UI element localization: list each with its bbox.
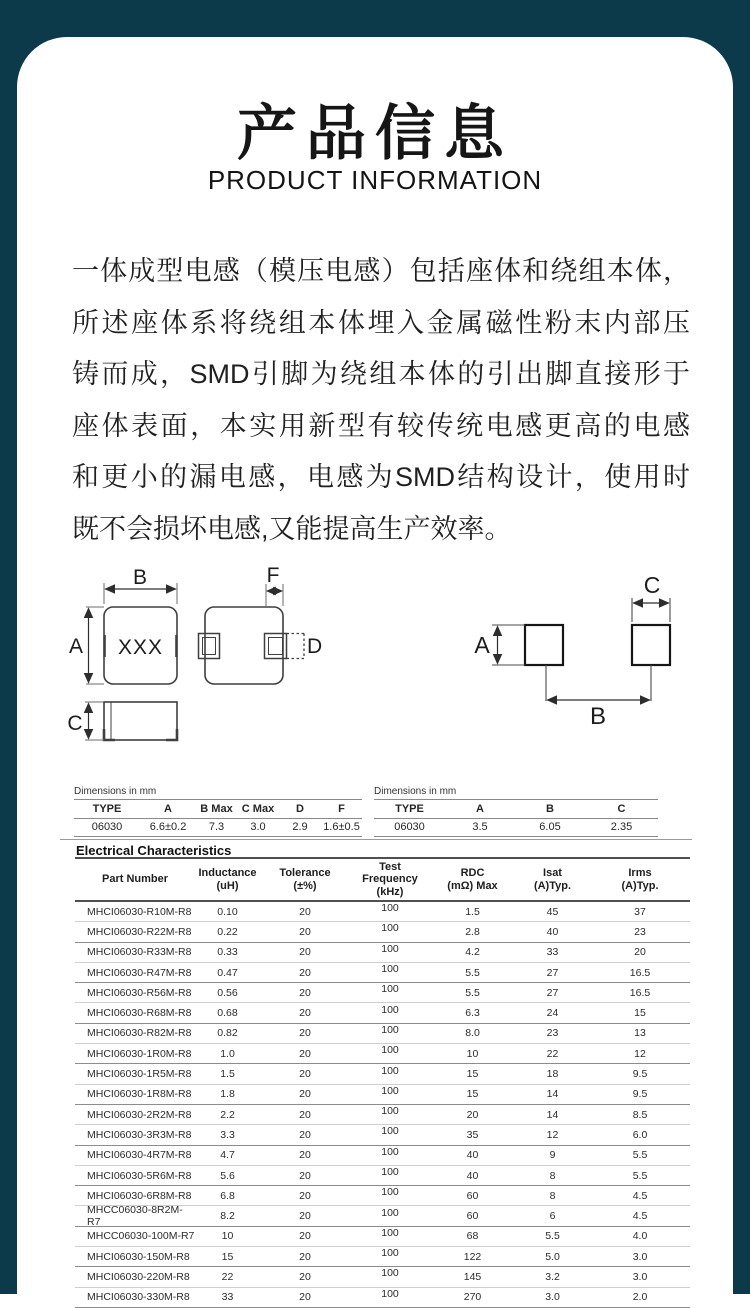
table-cell: 122 xyxy=(463,1250,482,1263)
table-cell: 60 xyxy=(466,1189,479,1202)
table-cell: 9.5 xyxy=(632,1088,648,1101)
table-cell: 33 xyxy=(221,1291,234,1304)
table-cell: 15 xyxy=(634,1007,646,1020)
table-cell: 20 xyxy=(299,966,311,979)
dimension-diagram xyxy=(0,560,750,792)
table-cell: 20 xyxy=(299,1291,311,1304)
table-cell: 100 xyxy=(381,1287,399,1300)
table-row xyxy=(75,1044,690,1064)
table-cell: 1.8 xyxy=(220,1088,235,1101)
table-cell: 2.35 xyxy=(610,821,633,834)
table-cell: 6.05 xyxy=(539,821,561,834)
page-title: 产品信息 xyxy=(237,100,513,167)
table-cell: 1.5 xyxy=(465,905,480,918)
table-cell: 3.5 xyxy=(472,821,488,834)
table-header-row xyxy=(74,799,362,819)
table-cell: D xyxy=(296,802,304,815)
table-cell: 16.5 xyxy=(629,966,651,979)
table-cell: 8.0 xyxy=(465,1027,480,1040)
table-cell: 100 xyxy=(381,902,399,915)
table-cell: 27 xyxy=(546,966,559,979)
table-cell: 23 xyxy=(634,925,646,938)
table-cell: 20 xyxy=(299,1068,311,1081)
table-cell: 9.5 xyxy=(632,1068,648,1081)
table-cell: 100 xyxy=(381,1003,399,1016)
table-cell: 8.5 xyxy=(632,1108,648,1121)
table-cell: 15 xyxy=(221,1250,234,1263)
table-row xyxy=(75,983,690,1003)
table-cell: F xyxy=(338,802,345,815)
table-cell: 20 xyxy=(299,1047,311,1060)
dim-label-c1: C xyxy=(67,712,83,735)
table-row xyxy=(75,1085,690,1105)
table-header-row xyxy=(75,857,690,902)
description-line: 所述座体系将绕组本体埋入金属磁性粉末内部压 xyxy=(72,307,690,338)
table-cell: 0.33 xyxy=(217,946,238,959)
table-cell: 5.0 xyxy=(545,1250,560,1263)
table-row xyxy=(75,1204,690,1229)
table-cell: 6.0 xyxy=(632,1128,648,1141)
table-cell: 100 xyxy=(381,1166,399,1178)
part-number-cell: MHCI06030-1R8M-R8 xyxy=(87,1088,192,1101)
table-row xyxy=(75,1288,690,1308)
table-cell: 20 xyxy=(299,905,311,918)
table-row xyxy=(75,1166,690,1186)
table-cell: 15 xyxy=(466,1088,479,1101)
description-line: 铸而成，SMD引脚为绕组本体的引出脚直接形于 xyxy=(72,359,690,390)
electrical-table-body xyxy=(75,902,690,1308)
table-cell: 16.5 xyxy=(629,986,651,999)
table-cell: 100 xyxy=(381,1186,399,1199)
table-cell: 15 xyxy=(466,1068,479,1081)
electrical-table xyxy=(75,857,690,1308)
table-cell: 0.68 xyxy=(217,1007,238,1020)
dim-label-b1: B xyxy=(132,566,148,589)
table-cell: 24 xyxy=(546,1007,559,1020)
figure-bottom-view xyxy=(199,584,305,684)
table-cell: 23 xyxy=(546,1027,559,1040)
part-number-cell: MHCI06030-5R6M-R8 xyxy=(87,1169,192,1182)
table-cell: 100 xyxy=(381,983,399,996)
description-line: 座体表面，本实用新型有较传统电感更高的电感 xyxy=(72,410,690,441)
table-cell: A xyxy=(476,802,484,815)
table-cell: 100 xyxy=(381,1105,399,1118)
table-cell: 20 xyxy=(299,946,311,959)
table-cell: 5.6 xyxy=(220,1169,235,1182)
table-row xyxy=(75,1125,690,1145)
table-row xyxy=(74,819,362,838)
table-cell: A xyxy=(164,802,172,815)
part-number-cell: MHCI06030-R33M-R8 xyxy=(87,946,192,959)
table-cell: 18 xyxy=(546,1068,559,1081)
figure-top-view xyxy=(85,583,177,740)
table-cell: 37 xyxy=(634,905,646,918)
table-cell: 40 xyxy=(466,1149,479,1162)
table-cell: C xyxy=(617,802,626,815)
table-cell: 5.5 xyxy=(632,1149,648,1162)
part-number-cell: MHCI06030-4R7M-R8 xyxy=(87,1149,192,1162)
table-cell: 5.5 xyxy=(465,966,480,979)
figure-land-pattern xyxy=(492,598,670,701)
table-cell: 40 xyxy=(466,1169,479,1182)
table-row xyxy=(75,1247,690,1267)
table-cell: 06030 xyxy=(394,821,425,834)
description xyxy=(72,246,690,556)
table-cell: 6.6±0.2 xyxy=(149,821,187,834)
table-cell: 0.47 xyxy=(217,966,238,979)
table-cell: 0.56 xyxy=(217,986,238,999)
table-cell: 3.0 xyxy=(632,1270,648,1283)
table-row xyxy=(75,1064,690,1084)
table-cell: 100 xyxy=(381,922,399,935)
table-cell: 4.5 xyxy=(632,1189,648,1202)
table-cell: 4.2 xyxy=(465,946,480,959)
table-cell: 100 xyxy=(381,1226,399,1239)
table-cell: 20 xyxy=(299,1210,311,1223)
dimensions-table-body xyxy=(74,786,362,837)
dim-label-f: F xyxy=(266,564,280,587)
table-row xyxy=(75,1024,690,1044)
table-cell: 20 xyxy=(299,1108,311,1121)
table-cell: 06030 xyxy=(91,821,123,834)
dimensions-caption: Dimensions in mm xyxy=(74,786,157,797)
table-cell: 6 xyxy=(549,1210,556,1223)
table-header-row xyxy=(374,799,658,819)
column-header: Part Number xyxy=(101,873,169,886)
table-cell: 100 xyxy=(381,1206,399,1219)
table-row xyxy=(75,922,690,942)
part-marking: XXX xyxy=(117,636,164,659)
table-cell: 3.0 xyxy=(632,1250,648,1263)
table-row xyxy=(75,902,690,922)
table-row xyxy=(75,943,690,963)
section-divider xyxy=(60,839,692,840)
table-cell: 5.5 xyxy=(632,1169,648,1182)
table-cell: 100 xyxy=(381,1084,399,1097)
table-cell: 3.0 xyxy=(250,821,266,834)
column-header: Isat (A)Typ. xyxy=(533,867,572,892)
table-cell: 100 xyxy=(381,1044,399,1057)
table-cell: TYPE xyxy=(92,802,122,815)
dim-label-c3: C xyxy=(643,572,661,598)
dim-label-b3: B xyxy=(589,703,607,730)
table-cell: C Max xyxy=(241,802,275,815)
table-cell: 0.10 xyxy=(217,905,238,918)
table-row xyxy=(75,1146,690,1166)
table-cell: 40 xyxy=(546,925,559,938)
table-cell: 4.7 xyxy=(220,1149,235,1162)
table-cell: 8 xyxy=(549,1189,556,1202)
dim-label-a1: A xyxy=(68,635,84,658)
part-number-cell: MHCI06030-1R0M-R8 xyxy=(87,1047,192,1060)
table-cell: 4.5 xyxy=(632,1210,648,1223)
part-number-cell: MHCI06030-330M-R8 xyxy=(87,1291,190,1304)
part-number-cell: MHCI06030-R22M-R8 xyxy=(87,925,192,938)
table-cell: 14 xyxy=(546,1108,559,1121)
table-cell: 100 xyxy=(381,1267,399,1280)
part-number-cell: MHCI06030-6R8M-R8 xyxy=(87,1189,192,1202)
table-cell: 12 xyxy=(546,1128,559,1141)
table-cell: 20 xyxy=(299,1189,311,1202)
table-cell: 100 xyxy=(381,1145,399,1158)
table-cell: 13 xyxy=(634,1027,646,1040)
electrical-section-title: Electrical Characteristics xyxy=(76,843,232,858)
table-cell: 100 xyxy=(381,963,399,976)
table-cell: 2.0 xyxy=(632,1291,648,1304)
column-header: Tolerance (±%) xyxy=(279,867,331,892)
table-cell: 20 xyxy=(299,925,311,938)
table-cell: 6.8 xyxy=(220,1189,235,1202)
dim-label-a3: A xyxy=(474,632,490,658)
description-line: 既不会损坏电感,又能提高生产效率。 xyxy=(72,513,512,544)
description-line: 一体成型电感（模压电感）包括座体和绕组本体， xyxy=(72,256,690,286)
part-number-cell: MHCI06030-R82M-R8 xyxy=(87,1027,192,1040)
table-cell: 20 xyxy=(299,1007,311,1020)
table-cell: 1.5 xyxy=(220,1068,235,1081)
column-header: Test Frequency (kHz) xyxy=(362,860,418,898)
table-cell: 10 xyxy=(466,1047,479,1060)
table-cell: 0.82 xyxy=(217,1027,238,1040)
table-cell: 6.3 xyxy=(465,1007,480,1020)
part-number-cell: MHCI06030-220M-R8 xyxy=(87,1270,190,1283)
table-cell: 20 xyxy=(634,946,646,959)
table-cell: 3.2 xyxy=(545,1270,560,1283)
table-cell: 2.8 xyxy=(465,925,480,938)
table-row xyxy=(374,819,658,838)
dimensions-caption: Dimensions in mm xyxy=(374,786,457,797)
table-cell: 9 xyxy=(549,1149,556,1162)
table-cell: 33 xyxy=(546,946,559,959)
table-cell: 1.0 xyxy=(220,1047,235,1060)
table-cell: 100 xyxy=(381,1023,399,1036)
table-cell: 20 xyxy=(466,1108,479,1121)
table-cell: 20 xyxy=(299,1027,311,1040)
table-cell: 8.2 xyxy=(220,1210,235,1223)
part-number-cell: MHCI06030-R68M-R8 xyxy=(87,1007,192,1020)
table-cell: 20 xyxy=(299,986,311,999)
part-number-cell: MHCI06030-1R5M-R8 xyxy=(87,1068,192,1081)
column-header: Inductance (uH) xyxy=(198,867,257,892)
table-cell: 145 xyxy=(463,1270,482,1283)
description-line: 和更小的漏电感，电感为SMD结构设计，使用时 xyxy=(72,462,690,493)
table-cell: 27 xyxy=(546,986,559,999)
table-cell: 5.5 xyxy=(545,1230,560,1243)
table-cell: B Max xyxy=(200,802,233,815)
part-number-cell: MHCI06030-R10M-R8 xyxy=(87,905,192,918)
part-number-cell: MHCI06030-150M-R8 xyxy=(87,1250,190,1263)
table-cell: 45 xyxy=(546,905,559,918)
table-row xyxy=(75,963,690,983)
table-cell: B xyxy=(546,802,554,815)
table-cell: 270 xyxy=(463,1291,482,1304)
table-cell: 12 xyxy=(634,1047,646,1060)
part-number-cell: MHCI06030-R56M-R8 xyxy=(87,986,192,999)
table-cell: 20 xyxy=(299,1088,311,1101)
table-cell: 14 xyxy=(546,1088,559,1101)
table-cell: 100 xyxy=(381,1064,399,1077)
page-subtitle: PRODUCT INFORMATION xyxy=(207,165,543,195)
dimensions-table-land xyxy=(374,786,658,837)
table-row xyxy=(75,1003,690,1023)
part-number-cell: MHCC06030-100M-R7 xyxy=(87,1230,195,1243)
column-header: RDC (mΩ) Max xyxy=(447,867,498,892)
table-cell: 20 xyxy=(299,1230,311,1243)
table-cell: 20 xyxy=(299,1128,311,1141)
table-row xyxy=(75,1267,690,1287)
table-cell: 20 xyxy=(299,1270,311,1283)
table-cell: 100 xyxy=(381,1125,399,1138)
table-cell: 2.9 xyxy=(292,821,308,834)
table-cell: TYPE xyxy=(395,802,424,815)
column-header: Irms (A)Typ. xyxy=(621,867,659,892)
table-cell: 4.0 xyxy=(632,1230,648,1243)
table-cell: 2.2 xyxy=(220,1108,235,1121)
table-cell: 100 xyxy=(381,1247,399,1260)
table-cell: 68 xyxy=(466,1230,479,1243)
table-cell: 20 xyxy=(299,1250,311,1263)
table-cell: 100 xyxy=(381,942,399,955)
dim-label-d: D xyxy=(307,635,323,658)
part-number-cell: MHCC06030-8R2M-R7 xyxy=(87,1204,183,1229)
table-cell: 10 xyxy=(221,1230,234,1243)
table-cell: 35 xyxy=(466,1128,479,1141)
part-number-cell: MHCI06030-2R2M-R8 xyxy=(87,1108,192,1121)
table-cell: 8 xyxy=(549,1169,556,1182)
table-cell: 20 xyxy=(299,1169,311,1182)
part-number-cell: MHCI06030-3R3M-R8 xyxy=(87,1128,192,1141)
table-cell: 0.22 xyxy=(217,925,238,938)
table-cell: 22 xyxy=(546,1047,559,1060)
table-cell: 1.6±0.5 xyxy=(323,821,360,834)
table-row xyxy=(75,1227,690,1247)
table-cell: 60 xyxy=(466,1210,479,1223)
table-cell: 20 xyxy=(299,1149,311,1162)
table-cell: 3.3 xyxy=(220,1128,235,1141)
part-number-cell: MHCI06030-R47M-R8 xyxy=(87,966,192,979)
table-cell: 3.0 xyxy=(545,1291,560,1304)
table-cell: 5.5 xyxy=(465,986,480,999)
table-row xyxy=(75,1105,690,1125)
table-cell: 22 xyxy=(221,1270,234,1283)
table-cell: 7.3 xyxy=(208,821,225,834)
